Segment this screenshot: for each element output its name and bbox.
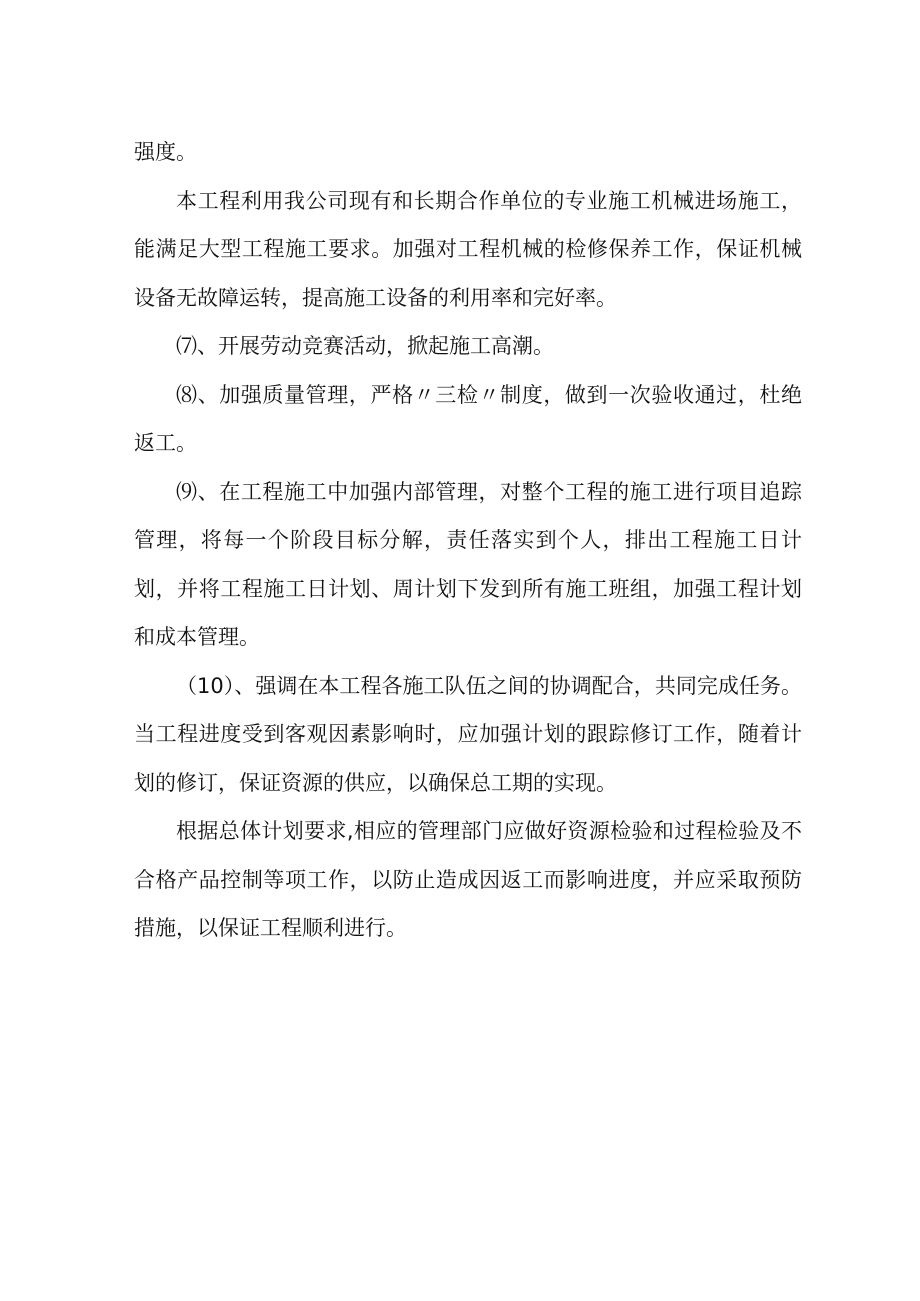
- paragraph-item-8: ⑻、加强质量管理，严格〃三检〃制度，做到一次验收通过，杜绝返工。: [134, 382, 802, 455]
- paragraph-continuation: 强度。: [134, 140, 197, 164]
- paragraph-item-7: ⑺、开展劳动竞赛活动，掀起施工高潮。: [176, 334, 554, 358]
- paragraph-machinery: 本工程利用我公司现有和长期合作单位的专业施工机械进场施工，能满足大型工程施工要求。加强对工程机械的检修保养工作，保证机械设备无故障运转，提高施工设备的利用率和完好率。: [134, 188, 802, 310]
- document-body: [134, 128, 802, 953]
- paragraph-summary: 根据总体计划要求,相应的管理部门应做好资源检验和过程检验及不合格产品控制等项工作，以防止造成因返工而影响进度，并应采取预防措施，以保证工程顺利进行。: [134, 819, 802, 940]
- paragraph-item-9: ⑼、在工程施工中加强内部管理，对整个工程的施工进行项目追踪管理，将每一个阶段目标分解，责任落实到个人，排出工程施工日计划，并将工程施工日计划、周计划下发到所有施工班组，加强工程计划和成本管理。: [134, 479, 802, 649]
- paragraph-item-10: （10）、强调在本工程各施工队伍之间的协调配合，共同完成任务。当工程进度受到客观因素影响时，应加强计划的跟踪修订工作，随着计划的修订，保证资源的供应，以确保总工期的实现。: [134, 673, 802, 795]
